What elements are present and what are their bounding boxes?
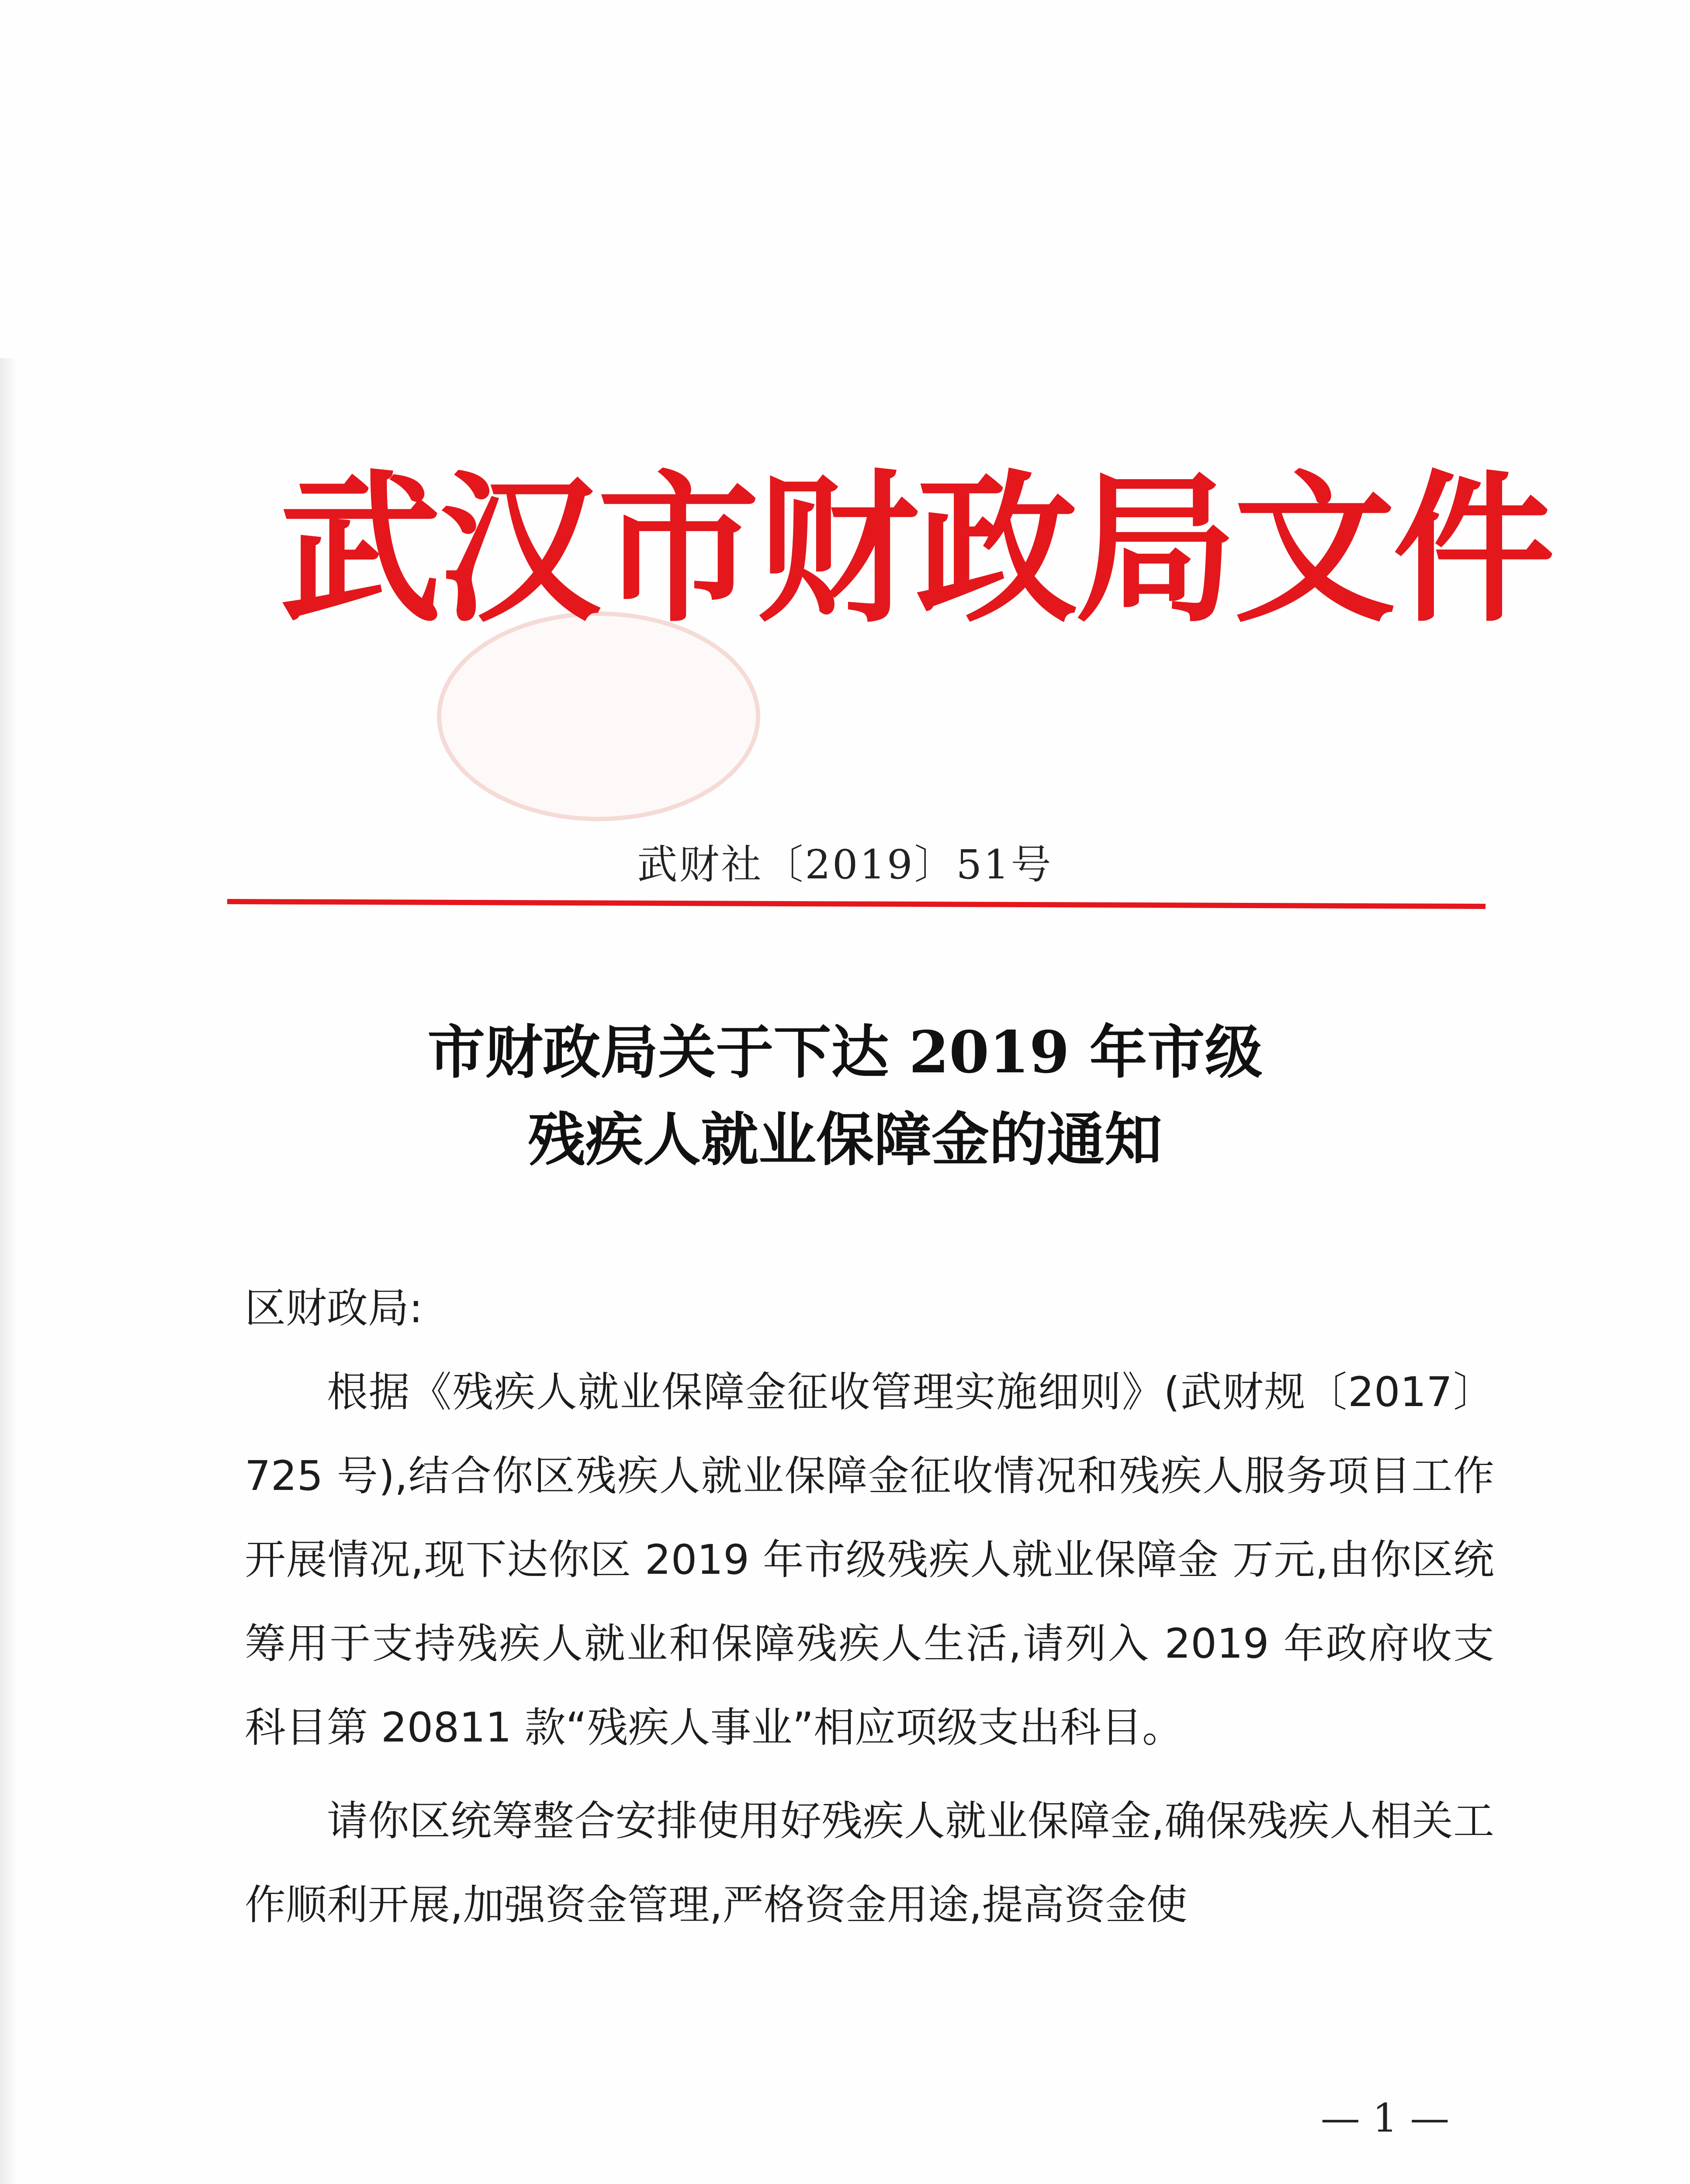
page-number: — 1 — — [1320, 2095, 1450, 2141]
notice-title-line-1: 市财政局关于下达 2019 年市级 — [427, 1019, 1263, 1086]
agency-header-title: 武汉市财政局文件 — [280, 456, 1552, 644]
body-paragraph-2: 请你区统筹整合安排使用好残疾人就业保障金,确保残疾人相关工作顺利开展,加强资金管理,严格资金用途,提高资金使 — [245, 1797, 1494, 1929]
body-paragraph-1: 根据《残疾人就业保障金征收管理实施细则》(武财规〔2017〕725 号),结合你区残疾人就业保障金征收情况和残疾人服务项目工作开展情况,现下达你区 2019 年市级残疾人就业保障金 万元,由你区统筹用于支持残疾人就业和保障残疾人生活,请列入 2019 年政府收支科目第 20811 款“残疾人事业”相应项级支出科目。 — [245, 1368, 1494, 1752]
paper-edge-shadow — [0, 358, 17, 2184]
notice-title — [0, 1009, 1690, 1184]
notice-body — [245, 1267, 1494, 1957]
document-number: 武财社〔2019〕51号 — [637, 841, 1053, 888]
salutation: 区财政局: — [245, 1285, 423, 1332]
red-separator-line — [227, 899, 1486, 909]
notice-title-line-2: 残疾人就业保障金的通知 — [528, 1106, 1162, 1174]
